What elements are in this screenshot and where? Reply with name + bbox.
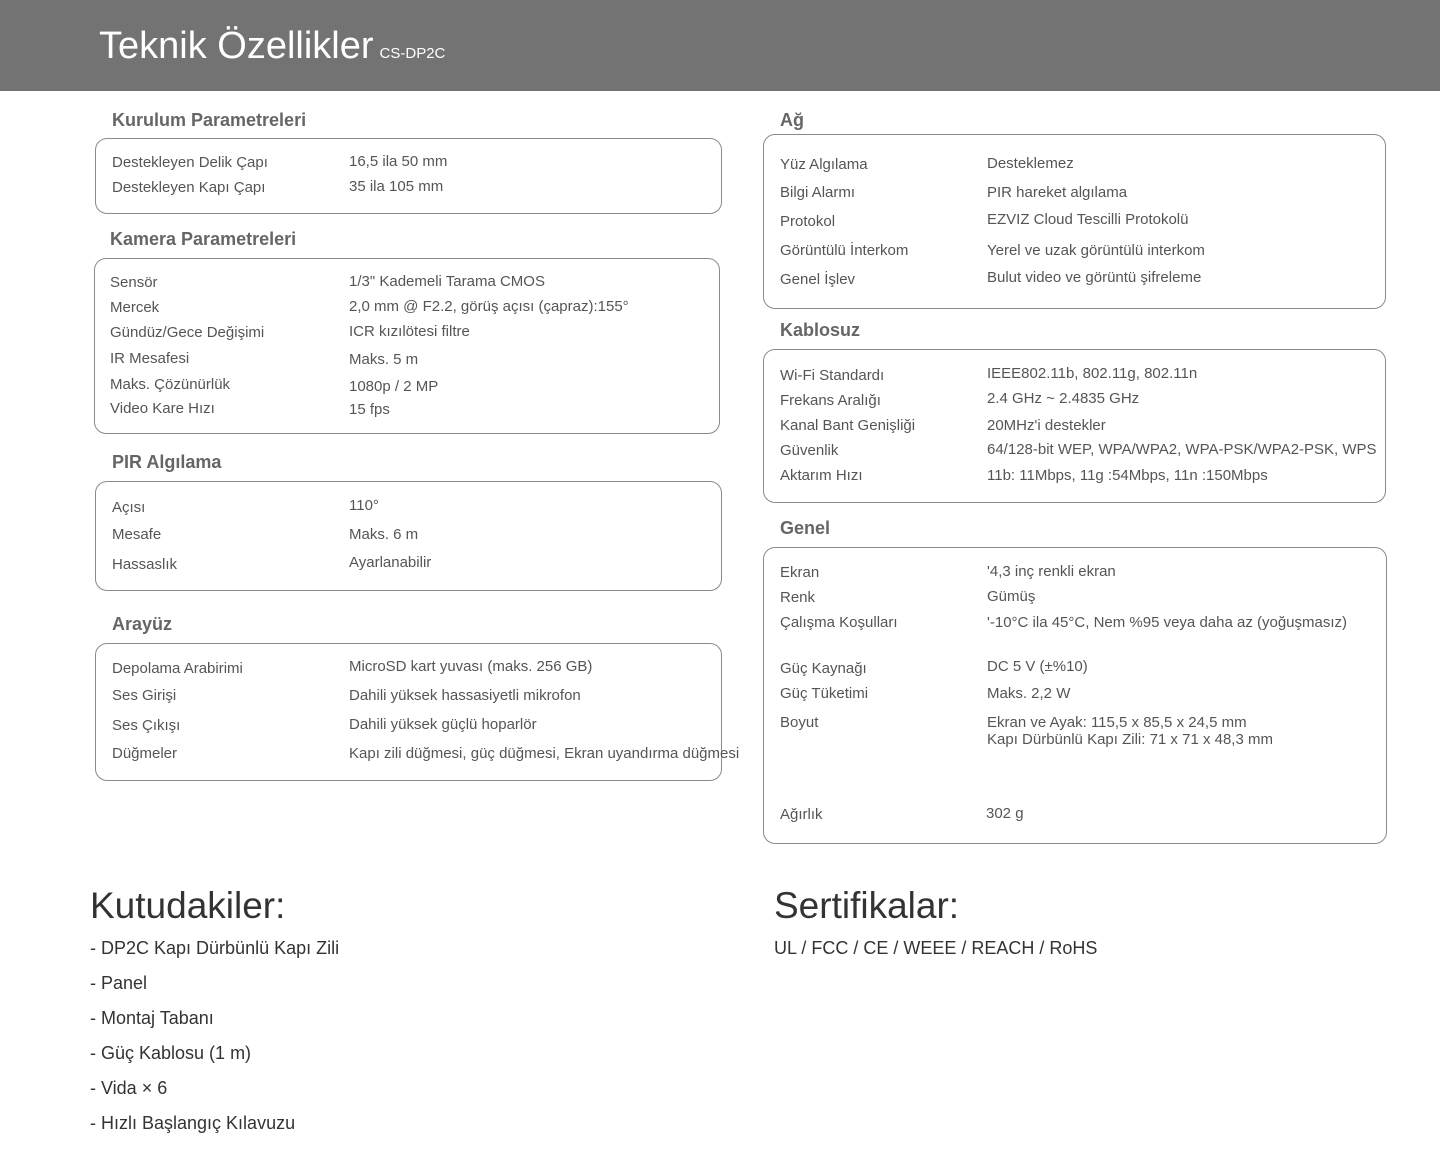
spec-value: Gümüş [987,588,1036,605]
spec-label: Yüz Algılama [780,156,868,173]
spec-box-arayuz [95,643,740,781]
box-contents-title: Kutudakiler: [90,885,286,926]
spec-value: 1080p / 2 MP [349,378,439,395]
spec-label: Boyut [780,714,819,731]
list-item: - Hızlı Başlangıç Kılavuzu [90,1113,296,1133]
spec-value-second-line: Kapı Dürbünlü Kapı Zili: 71 x 71 x 48,3 mm [987,731,1273,748]
spec-box-kablosuz [763,349,1386,503]
spec-value: Maks. 5 m [349,351,419,368]
spec-label: Kanal Bant Genişliği [780,417,916,434]
spec-label: Protokol [780,213,836,230]
certificates-title: Sertifikalar: [774,885,960,926]
spec-label: Hassaslık [112,556,178,573]
section-title-ag: Ağ [780,110,804,130]
spec-value: 64/128-bit WEP, WPA/WPA2, WPA-PSK/WPA2-PSK, WPS [987,441,1377,458]
spec-box-pir [95,481,722,591]
spec-label: Renk [780,589,816,606]
spec-value: Yerel ve uzak görüntülü interkom [987,242,1205,259]
spec-value: Ekran ve Ayak: 115,5 x 85,5 x 24,5 mm [987,714,1247,731]
section-title-genel: Genel [780,518,831,538]
spec-value: MicroSD kart yuvası (maks. 256 GB) [349,658,593,675]
spec-label: Ağırlık [780,806,823,823]
spec-label: Güç Tüketimi [780,685,869,702]
spec-label: Ses Girişi [112,687,177,704]
spec-value: Bulut video ve görüntü şifreleme [987,269,1202,286]
spec-value: 20MHz'i destekler [987,417,1106,434]
spec-value: 15 fps [349,401,390,418]
spec-value: EZVIZ Cloud Tescilli Protokolü [987,211,1189,228]
spec-label: Görüntülü İnterkom [780,242,909,259]
spec-label: Mesafe [112,526,162,543]
spec-box-kurulum [95,138,722,214]
section-title-kamera: Kamera Parametreleri [110,229,297,249]
section-title-kablosuz: Kablosuz [780,320,861,340]
spec-box-kamera [94,258,720,434]
spec-value: 2.4 GHz ~ 2.4835 GHz [987,390,1140,407]
list-item: - Panel [90,973,148,993]
spec-label: Sensör [110,274,158,291]
spec-value: '4,3 inç renkli ekran [987,563,1116,580]
spec-label: Genel İşlev [780,271,856,288]
spec-label: Wi-Fi Standardı [780,367,885,384]
spec-label: Ekran [780,564,820,581]
list-item: - DP2C Kapı Dürbünlü Kapı Zili [90,938,340,958]
spec-value: 11b: 11Mbps, 11g :54Mbps, 11n :150Mbps [987,467,1268,484]
spec-label: Depolama Arabirimi [112,660,243,677]
spec-label: Güvenlik [780,442,839,459]
spec-value: Dahili yüksek güçlü hoparlör [349,716,537,733]
spec-label: IR Mesafesi [110,350,190,367]
spec-value: 2,0 mm @ F2.2, görüş açısı (çapraz):155° [349,298,629,315]
spec-label: Aktarım Hızı [780,467,863,484]
spec-label: Düğmeler [112,745,178,762]
spec-value: Ayarlanabilir [349,554,432,571]
page-header [0,0,1440,91]
spec-value: 110° [349,497,379,514]
model-number: CS-DP2C [379,45,446,62]
spec-label: Video Kare Hızı [110,400,215,417]
spec-value: Desteklemez [987,155,1074,172]
spec-box-ag [763,134,1386,309]
spec-label: Çalışma Koşulları [780,614,898,631]
section-title-arayuz: Arayüz [112,614,173,634]
spec-value: 1/3" Kademeli Tarama CMOS [349,273,545,290]
spec-value: 302 g [986,805,1024,822]
spec-value: Maks. 2,2 W [987,685,1071,702]
spec-label: Açısı [112,499,146,516]
spec-value: PIR hareket algılama [987,184,1128,201]
spec-label: Maks. Çözünürlük [110,376,231,393]
section-title-kurulum: Kurulum Parametreleri [112,110,307,130]
spec-value: '-10°C ila 45°C, Nem %95 veya daha az (yoğuşmasız) [987,614,1348,631]
spec-label: Bilgi Alarmı [780,184,856,201]
list-item: - Vida × 6 [90,1078,168,1098]
list-item: - Montaj Tabanı [90,1008,214,1028]
spec-label: Destekleyen Kapı Çapı [112,179,266,196]
spec-value: Kapı zili düğmesi, güç düğmesi, Ekran uyandırma düğmesi [349,745,740,762]
spec-label: Destekleyen Delik Çapı [112,154,268,171]
spec-box-genel [763,547,1387,844]
spec-label: Gündüz/Gece Değişimi [110,324,265,341]
certificates-list: UL / FCC / CE / WEEE / REACH / RoHS [774,938,1098,958]
spec-value: Dahili yüksek hassasiyetli mikrofon [349,687,581,704]
page-title: Teknik Özellikler CS-DP2C [99,25,446,67]
spec-value: 35 ila 105 mm [349,178,444,195]
spec-label: Ses Çıkışı [112,717,181,734]
list-item: - Güç Kablosu (1 m) [90,1043,252,1063]
spec-value: DC 5 V (±%10) [987,658,1088,675]
section-title-pir: PIR Algılama [112,452,222,472]
spec-value: ICR kızılötesi filtre [349,323,470,340]
spec-value: 16,5 ila 50 mm [349,153,448,170]
spec-label: Mercek [110,299,160,316]
spec-label: Frekans Aralığı [780,392,881,409]
spec-label: Güç Kaynağı [780,660,867,677]
spec-value: Maks. 6 m [349,526,419,543]
spec-value: IEEE802.11b, 802.11g, 802.11n [987,365,1198,382]
